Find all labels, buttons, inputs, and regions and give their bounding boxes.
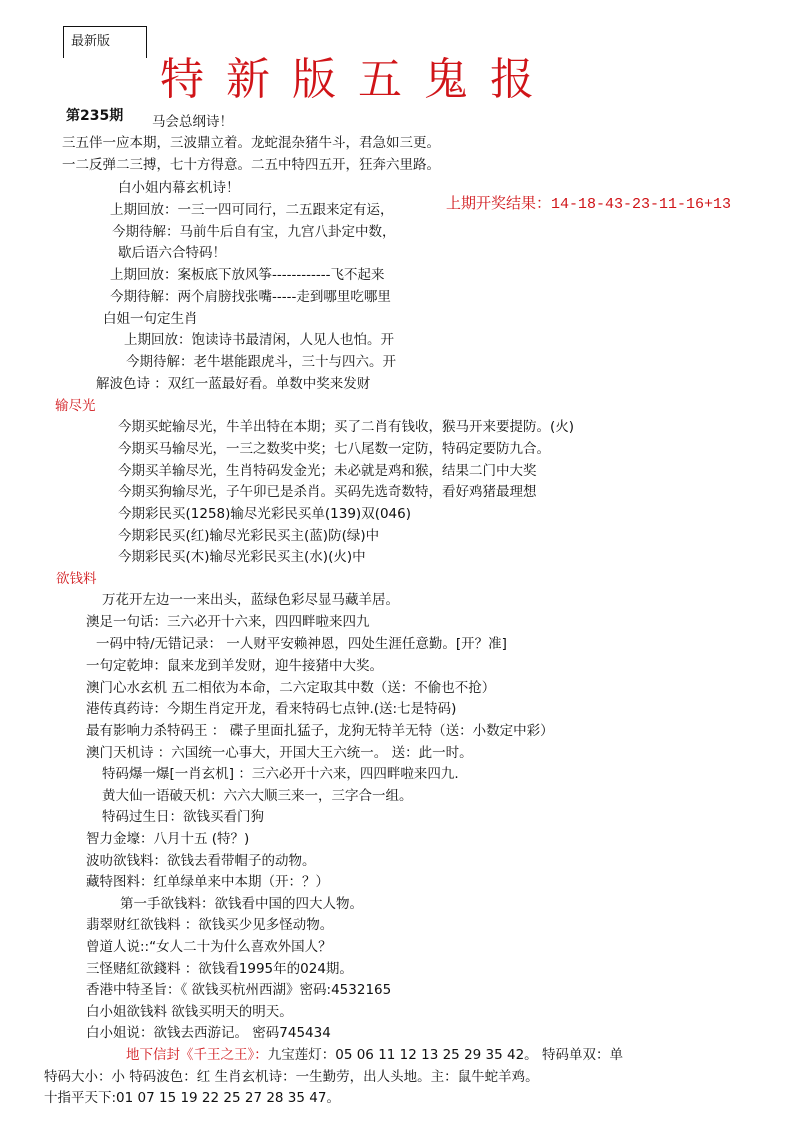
text-line: 特码过生日：欲钱买看门狗 bbox=[102, 809, 264, 825]
text-line: 今期买马输尽光，一三之数奖中奖；七八尾数一定防，特码定要防九合。 bbox=[118, 441, 550, 457]
text-line: 白小姐欲钱料 欲钱买明天的明天。 bbox=[86, 1004, 293, 1020]
text-line: 今期彩民买(红)输尽光彩民买主(蓝)防(绿)中 bbox=[118, 528, 380, 544]
text-line: 澳门心水玄机 五二相依为本命，二六定取其中数（送：不偷也不抢） bbox=[86, 680, 496, 696]
text-line: 今期买蛇输尽光，牛羊出特在本期；买了二肖有钱收，猴马开来要提防。(火) bbox=[118, 419, 575, 435]
text-line: 智力金壕：八月十五 (特？) bbox=[86, 831, 250, 847]
text-line: 今期买羊输尽光，生肖特码发金光；未必就是鸡和猴，结果二门中大奖 bbox=[118, 463, 537, 479]
text-line: 一句定乾坤：鼠来龙到羊发财，迎牛接猪中大奖。 bbox=[86, 658, 383, 674]
edition-badge: 最新版 bbox=[63, 26, 147, 58]
text-line: 藏特图料：红单绿单来中本期（开：？） bbox=[86, 874, 329, 890]
text-line: 翡翠财红欲钱料 ：欲钱买少见多怪动物。 bbox=[86, 917, 334, 933]
section-heading: 欲钱料 bbox=[56, 571, 97, 587]
text-line: 上期回放：案板底下放风筝------------飞不起来 bbox=[110, 267, 385, 283]
section-heading: 白小姐内幕玄机诗！ bbox=[118, 180, 240, 196]
text-line: 香港中特圣旨：《 欲钱买杭州西湖》密码:4532165 bbox=[86, 982, 392, 998]
text-line: 澳足一句话：三六必开十六来，四四畔啦来四九 bbox=[86, 614, 370, 630]
text-line: 今期彩民买(木)输尽光彩民买主(水)(火)中 bbox=[118, 549, 366, 565]
last-result-numbers: 14-18-43-23-11-16+13 bbox=[551, 196, 732, 213]
text-line: 歇后语六合特码！ bbox=[118, 245, 226, 261]
text-line: 第一手欲钱料：欲钱看中国的四大人物。 bbox=[120, 896, 363, 912]
text-line: 黄大仙一语破天机：六六大顺三来一，三字合一组。 bbox=[102, 788, 413, 804]
text-line: 曾道人说::“女人二十为什么喜欢外国人？ bbox=[86, 939, 332, 955]
text-line: 白小姐说：欲钱去西游记。 密码745434 bbox=[86, 1025, 331, 1041]
text-line: 最有影响力杀特码王 ： 碟子里面扎猛子，龙狗无特羊无特（送：小数定中彩） bbox=[86, 723, 554, 739]
footer-line-1 bbox=[126, 1045, 623, 1065]
text-line: 今期买狗输尽光，子午卯已是杀肖。买码先选奇数特，看好鸡猪最理想 bbox=[118, 484, 537, 500]
text-line: 三怪赌紅欲錢料 ：欲钱看1995年的024期。 bbox=[86, 961, 353, 977]
last-result bbox=[446, 193, 731, 215]
text-line: 上期回放：一三一四可同行，二五跟来定有运， bbox=[110, 202, 394, 218]
footer-line-2: 特码大小：小 特码波色：红 生肖玄机诗：一生勤劳，出人头地。主：鼠牛蛇羊鸡。 bbox=[44, 1069, 539, 1085]
text-line: 波叻欲钱料：欲钱去看带帽子的动物。 bbox=[86, 853, 316, 869]
text-line: 特码爆一爆[一肖玄机] ：三六必开十六来，四四畔啦来四九. bbox=[102, 766, 459, 782]
page-title: 特新版五鬼报 bbox=[160, 54, 556, 105]
poem-line: 一二反弹二三搏，七十方得意。二五中特四五开，狂奔六里路。 bbox=[62, 157, 440, 173]
text-line: 今期待解：老牛堪能跟虎斗，三十与四六。开 bbox=[126, 354, 396, 370]
text-line: 今期彩民买(1258)输尽光彩民买单(139)双(046) bbox=[118, 506, 411, 522]
text-line: 澳门天机诗 ：六国统一心事大，开国大王六统一。 送：此一时。 bbox=[86, 745, 473, 761]
section-heading: 白姐一句定生肖 bbox=[103, 311, 198, 327]
last-result-label: 上期开奖结果： bbox=[446, 194, 552, 212]
poem-line: 三五伴一应本期，三波鼎立着。龙蛇混杂猪牛斗，君急如三更。 bbox=[62, 135, 440, 151]
text-line: 今期待解：马前牛后自有宝，九宫八卦定中数， bbox=[112, 224, 396, 240]
footer-red-label: 地下信封《千王之王》： bbox=[126, 1047, 268, 1063]
footer-line-3: 十指平天下:01 07 15 19 22 25 27 28 35 47。 bbox=[44, 1090, 340, 1106]
text-line: 一码中特/无错记录： 一人财平安赖神恩，四处生涯任意勤。[开？准] bbox=[96, 636, 507, 652]
poem-title: 马会总纲诗！ bbox=[152, 114, 233, 130]
section-heading: 输尽光 bbox=[55, 398, 96, 414]
text-line: 解波色诗 ：双红一蓝最好看。单数中奖来发财 bbox=[96, 376, 371, 392]
text-line: 万花开左边一一来出头，蓝绿色彩尽显马藏羊居。 bbox=[102, 592, 399, 608]
footer-line-1-text: 九宝莲灯：05 06 11 12 13 25 29 35 42。 特码单双：单 bbox=[267, 1047, 623, 1063]
text-line: 上期回放：饱读诗书最清闲，人见人也怕。开 bbox=[124, 332, 394, 348]
issue-number: 第235期 bbox=[66, 108, 124, 124]
text-line: 港传真药诗：今期生肖定开龙，看来特码七点钟.(送:七是特码) bbox=[86, 701, 457, 717]
text-line: 今期待解：两个肩膀找张嘴-----走到哪里吃哪里 bbox=[110, 289, 391, 305]
